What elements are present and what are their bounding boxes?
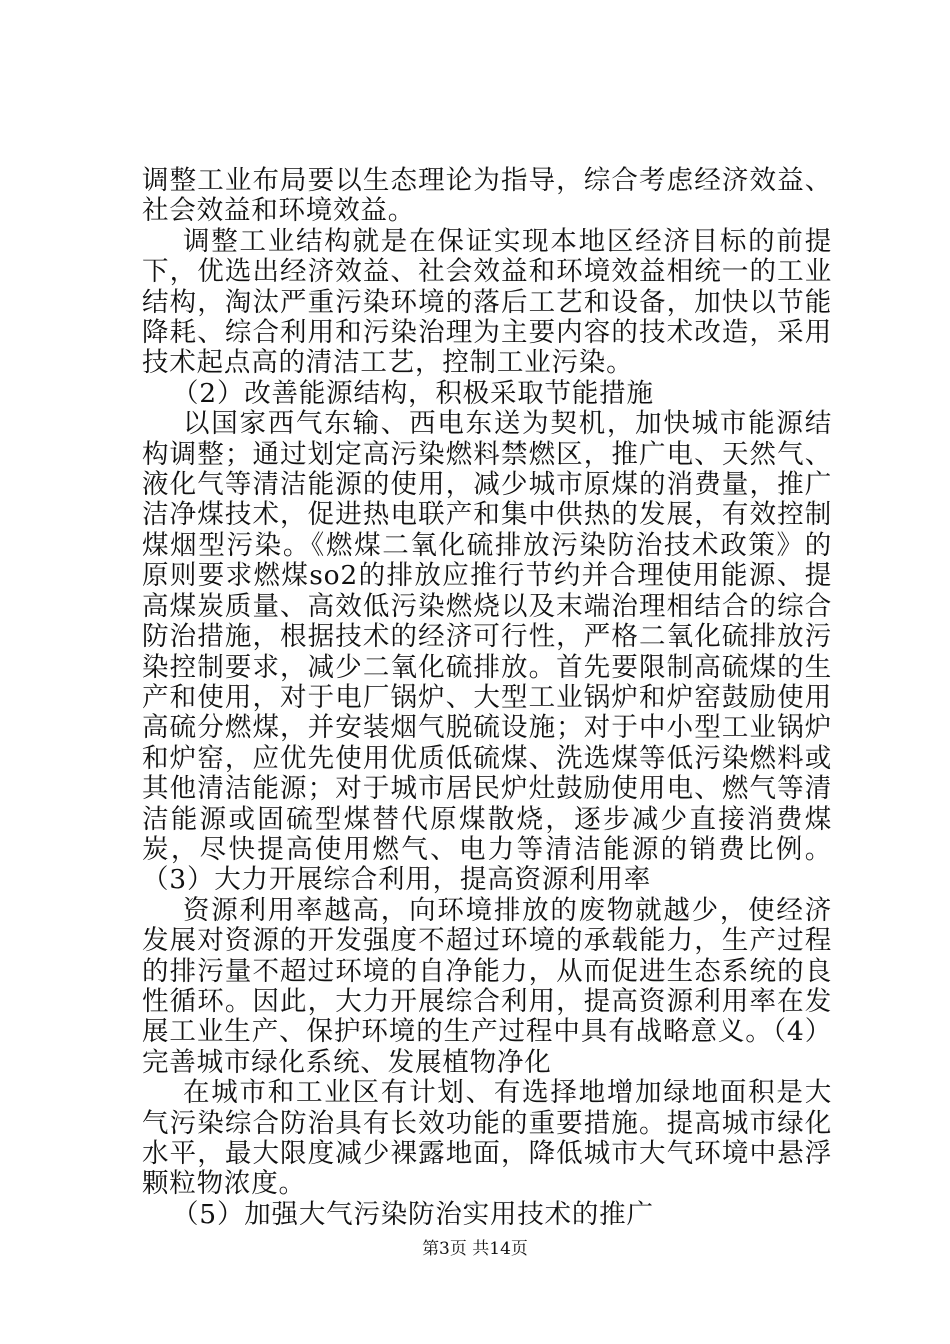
paragraph-industrial-layout: 调整工业布局要以生态理论为指导，综合考虑经济效益、社会效益和环境效益。 [142, 165, 832, 227]
paragraph-energy-structure: 以国家西气东输、西电东送为契机，加快城市能源结构调整；通过划定高污染燃料禁燃区，推广电、天然气、液化气等清洁能源的使用，减少城市原煤的消费量，推广洁净煤技术，促进热电联产和集中供热的发展，有效控制煤烟型污染。《燃煤二氧化硫排放污染防治技术政策》的原则要求燃煤so2的排放应推行节约并合理使用能源、提高煤炭质量、高效低污染燃烧以及末端治理相结合的综合防治措施，根据技术的经济可行性，严格二氧化硫排放污染控制要求，减少二氧化硫排放。首先要限制高硫煤的生产和使用，对于电厂锅炉、大型工业锅炉和炉窑鼓励使用高硫分燃煤，并安装烟气脱硫设施；对于中小型工业锅炉和炉窑，应优先使用优质低硫煤、洗选煤等低污染燃料或其他清洁能源；对于城市居民炉灶鼓励使用电、燃气等清洁能源或固硫型煤替代原煤散烧，逐步减少直接消费煤炭，尽快提高使用燃气、电力等清洁能源的销费比例。（3）大力开展综合利用，提高资源利用率 [142, 408, 832, 896]
paragraph-resource-utilization: 资源利用率越高，向环境排放的废物就越少，使经济发展对资源的开发强度不超过环境的承载能力，生产过程的排污量不超过环境的自净能力，从而促进生态系统的良性循环。因此，大力开展综合利用，提高资源利用率在发展工业生产、保护环境的生产过程中具有战略意义。（4）完善城市绿化系统、发展植物净化 [142, 894, 832, 1078]
section-heading-energy-structure: （2）改善能源结构，积极采取节能措施 [172, 377, 654, 409]
paragraph-urban-greening: 在城市和工业区有计划、有选择地增加绿地面积是大气污染综合防治具有长效功能的重要措施。提高城市绿化水平，最大限度减少裸露地面，降低城市大气环境中悬浮颗粒物浓度。 [142, 1077, 832, 1200]
paragraph-industrial-structure: 调整工业结构就是在保证实现本地区经济目标的前提下，优选出经济效益、社会效益和环境效益相统一的工业结构，淘汰严重污染环境的落后工艺和设备，加快以节能降耗、综合利用和污染治理为主要内容的技术改造，采用技术起点高的清洁工艺，控制工业污染。 [142, 225, 832, 379]
document-body [142, 166, 832, 1230]
page-number-footer: 第3页 共14页 [422, 1239, 528, 1259]
section-heading-pollution-tech: （5）加强大气污染防治实用技术的推广 [172, 1198, 654, 1230]
